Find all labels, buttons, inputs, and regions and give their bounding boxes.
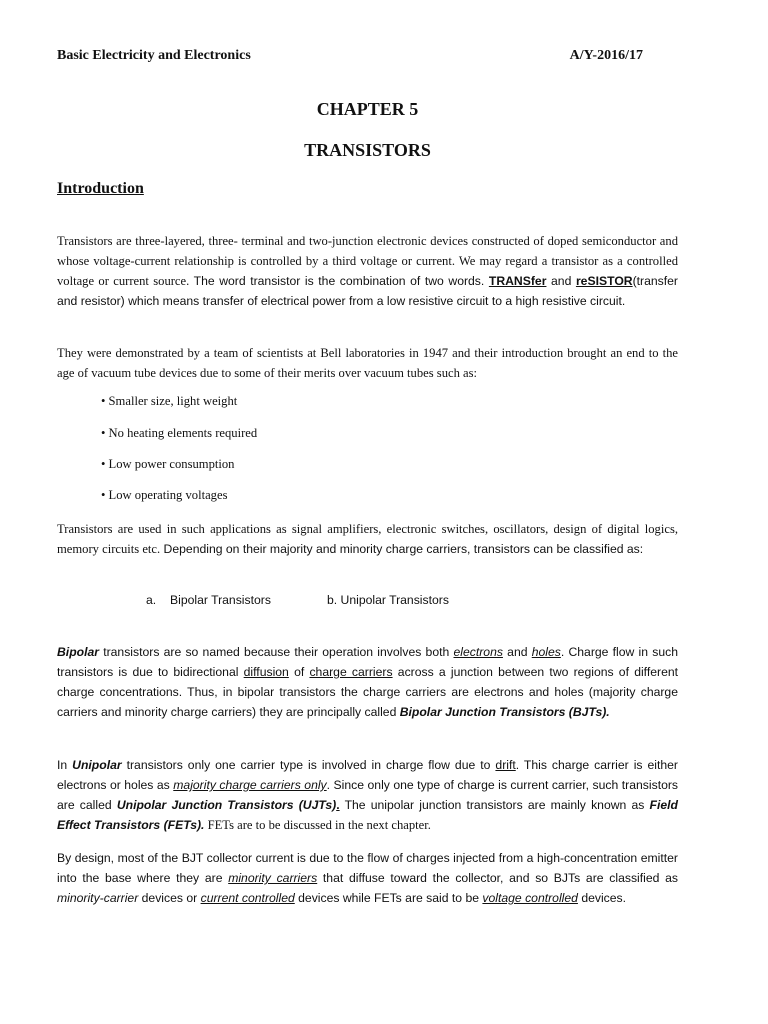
paragraph-bjt-design: By design, most of the BJT collector current is due to the flow of charges injected from a high-concentration emitter into the base where they are minority carriers that diffuse toward the collector, and so BJTs are classified as minority-carrier devices or current controlled devices while FETs are said to be voltage controlled devices. [57, 851, 678, 905]
type-unipolar: b. Unipolar Transistors [327, 593, 449, 607]
running-header [57, 48, 678, 68]
chapter-title: TRANSISTORS [304, 140, 431, 160]
header-course-title: Basic Electricity and Electronics [57, 48, 251, 63]
section-heading: Introduction [57, 180, 144, 197]
paragraph-applications: Transistors are used in such applications as signal amplifiers, electronic switches, oscillators, design of digital logics, memory circuits etc. Depending on their majority and minority charge carriers, transistors can be classified as: [57, 522, 678, 556]
paragraph-unipolar: In Unipolar transistors only one carrier type is involved in charge flow due to drift. This charge carrier is either electrons or holes as majority charge carriers only. Since only one type of charge is current carrier, such transistors are called Unipolar Junction Transistors (UJTs). The unipolar junction transistors are mainly known as Field Effect Transistors (FETs). FETs are to be discussed in the next chapter. [57, 758, 679, 832]
bullet-item: • No heating elements required [101, 426, 258, 440]
bullet-item: • Low operating voltages [101, 488, 228, 502]
header-academic-year: A/Y-2016/17 [569, 48, 643, 63]
bullet-item: • Smaller size, light weight [101, 394, 238, 408]
paragraph-history: They were demonstrated by a team of scientists at Bell laboratories in 1947 and their introduction brought an end to the age of vacuum tube devices due to some of their merits over vacuum tubes such as: [57, 346, 678, 380]
paragraph-intro: Transistors are three-layered, three- terminal and two-junction electronic devices constructed of doped semiconductor and whose voltage-current relationship is controlled by a third voltage or current. We may regard a transistor as a controlled voltage or current source. The word transistor is the combination of two words. TRANSfer and reSISTOR(transfer and resistor) which means transfer of electrical power from a low resistive circuit to a high resistive circuit. [57, 234, 678, 308]
bullet-item: • Low power consumption [101, 457, 235, 471]
list-marker-a: a. [146, 593, 157, 607]
paragraph-bipolar: Bipolar transistors are so named because their operation involves both electrons and holes. Charge flow in such transistors is due to bidirectional diffusion of charge carriers across a junction between two regions of different charge concentrations. Thus, in bipolar transistors the charge carriers are electrons and holes (majority charge carriers and minority charge carriers) they are principally called Bipolar Junction Transistors (BJTs). [57, 645, 679, 719]
type-bipolar: Bipolar Transistors [170, 593, 271, 607]
chapter-number: CHAPTER 5 [316, 99, 419, 119]
